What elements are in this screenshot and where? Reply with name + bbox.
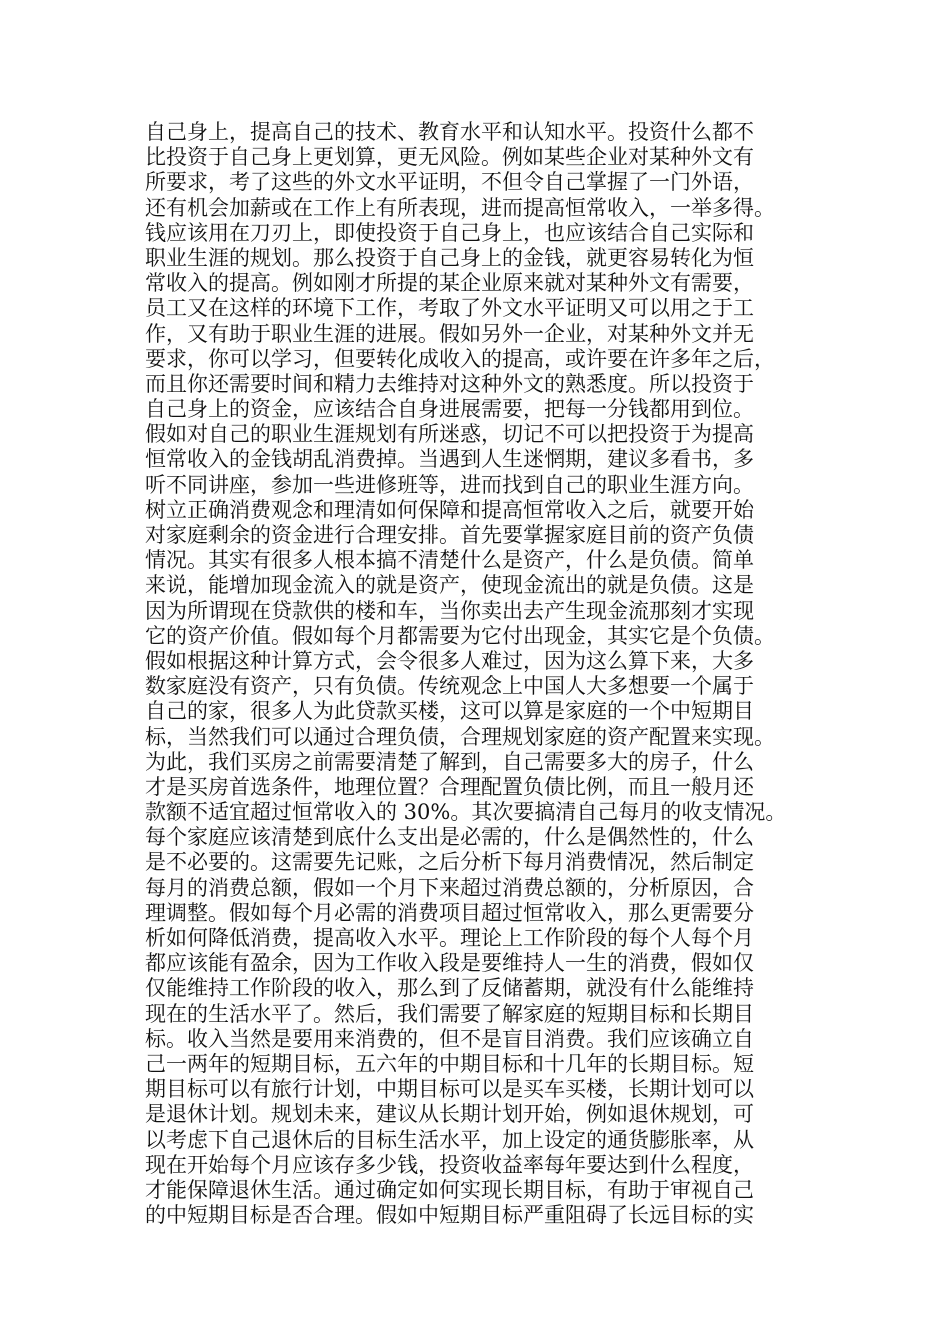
- text-line: 期目标可以有旅行计划，中期目标可以是买车买楼，长期计划可以: [145, 1077, 754, 1102]
- text-line: 树立正确消费观念和理清如何保障和提高恒常收入之后，就要开始: [145, 497, 754, 522]
- text-line: 以考虑下自己退休后的目标生活水平，加上设定的通货膨胀率，从: [145, 1127, 754, 1152]
- text-line: 理调整。假如每个月必需的消费项目超过恒常收入，那么更需要分: [145, 900, 754, 925]
- text-line: 自己身上的资金，应该结合自身进展需要，把每一分钱都用到位。: [145, 397, 754, 422]
- text-line: 是不必要的。这需要先记账，之后分析下每月消费情况，然后制定: [145, 850, 754, 875]
- text-line: 都应该能有盈余，因为工作收入段是要维持人一生的消费，假如仅: [145, 951, 754, 976]
- text-line: 而且你还需要时间和精力去维持对这种外文的熟悉度。所以投资于: [145, 371, 754, 396]
- text-line: 才是买房首选条件，地理位置？合理配置负债比例，而且一般月还: [145, 774, 754, 799]
- text-line: 才能保障退休生活。通过确定如何实现长期目标，有助于审视自己: [145, 1177, 754, 1202]
- text-line: 假如根据这种计算方式，会令很多人难过，因为这么算下来，大多: [145, 648, 754, 673]
- text-line: 来说，能增加现金流入的就是资产，使现金流出的就是负债。这是: [145, 573, 754, 598]
- text-line: 自己的家，很多人为此贷款买楼，这可以算是家庭的一个中短期目: [145, 699, 754, 724]
- text-line: 标，当然我们可以通过合理负债，合理规划家庭的资产配置来实现。: [145, 724, 775, 749]
- text-line: 数家庭没有资产，只有负债。传统观念上中国人大多想要一个属于: [145, 674, 754, 699]
- text-line: 仅能维持工作阶段的收入，那么到了反储蓄期，就没有什么能维持: [145, 976, 754, 1001]
- text-line: 款额不适宜超过恒常收入的 30%。其次要搞清自己每月的收支情况。: [145, 800, 787, 825]
- text-line: 员工又在这样的环境下工作，考取了外文水平证明又可以用之于工: [145, 296, 754, 321]
- text-line: 作，又有助于职业生涯的进展。假如另外一企业，对某种外文并无: [145, 321, 754, 346]
- text-line: 的中短期目标是否合理。假如中短期目标严重阻碍了长远目标的实: [145, 1203, 754, 1228]
- text-line: 情况。其实有很多人根本搞不清楚什么是资产，什么是负债。简单: [145, 548, 754, 573]
- text-line: 假如对自己的职业生涯规划有所迷惑，切记不可以把投资于为提高: [145, 422, 754, 447]
- text-line: 职业生涯的规划。那么投资于自己身上的金钱，就更容易转化为恒: [145, 245, 754, 270]
- text-line: 要求，你可以学习，但要转化成收入的提高，或许要在许多年之后，: [145, 346, 775, 371]
- text-line: 恒常收入的金钱胡乱消费掉。当遇到人生迷惘期，建议多看书，多: [145, 447, 754, 472]
- text-line: 所要求，考了这些的外文水平证明，不但令自己掌握了一门外语，: [145, 170, 754, 195]
- text-line: 对家庭剩余的资金进行合理安排。首先要掌握家庭目前的资产负债: [145, 523, 754, 547]
- text-line: 标。收入当然是要用来消费的，但不是盲目消费。我们应该确立自: [145, 1026, 754, 1051]
- text-line: 每个家庭应该清楚到底什么支出是必需的，什么是偶然性的，什么: [145, 825, 754, 850]
- text-line: 每月的消费总额，假如一个月下来超过消费总额的，分析原因，合: [145, 875, 754, 900]
- text-line: 常收入的提高。例如刚才所提的某企业原来就对某种外文有需要，: [145, 271, 754, 296]
- text-line: 己一两年的短期目标，五六年的中期目标和十几年的长期目标。短: [145, 1051, 754, 1076]
- document-body: [145, 120, 805, 1228]
- text-line: 现在的生活水平了。然后，我们需要了解家庭的短期目标和长期目: [145, 1001, 754, 1026]
- text-line: 比投资于自己身上更划算，更无风险。例如某些企业对某种外文有: [145, 145, 754, 170]
- text-line: 析如何降低消费，提高收入水平。理论上工作阶段的每个人每个月: [145, 926, 754, 950]
- text-line: 为此，我们买房之前需要清楚了解到，自己需要多大的房子，什么: [145, 749, 754, 774]
- text-line: 因为所谓现在贷款供的楼和车，当你卖出去产生现金流那刻才实现: [145, 598, 754, 623]
- text-line: 钱应该用在刀刃上，即使投资于自己身上，也应该结合自己实际和: [145, 220, 754, 245]
- text-line: 自己身上，提高自己的技术、教育水平和认知水平。投资什么都不: [145, 120, 754, 144]
- text-line: 还有机会加薪或在工作上有所表现，进而提高恒常收入，一举多得。: [145, 195, 775, 220]
- text-line: 是退休计划。规划未来，建议从长期计划开始，例如退休规划，可: [145, 1102, 754, 1127]
- text-line: 听不同讲座，参加一些进修班等，进而找到自己的职业生涯方向。: [145, 472, 754, 497]
- text-line: 现在开始每个月应该存多少钱，投资收益率每年要达到什么程度，: [145, 1152, 754, 1177]
- text-line: 它的资产价值。假如每个月都需要为它付出现金，其实它是个负债。: [145, 623, 775, 648]
